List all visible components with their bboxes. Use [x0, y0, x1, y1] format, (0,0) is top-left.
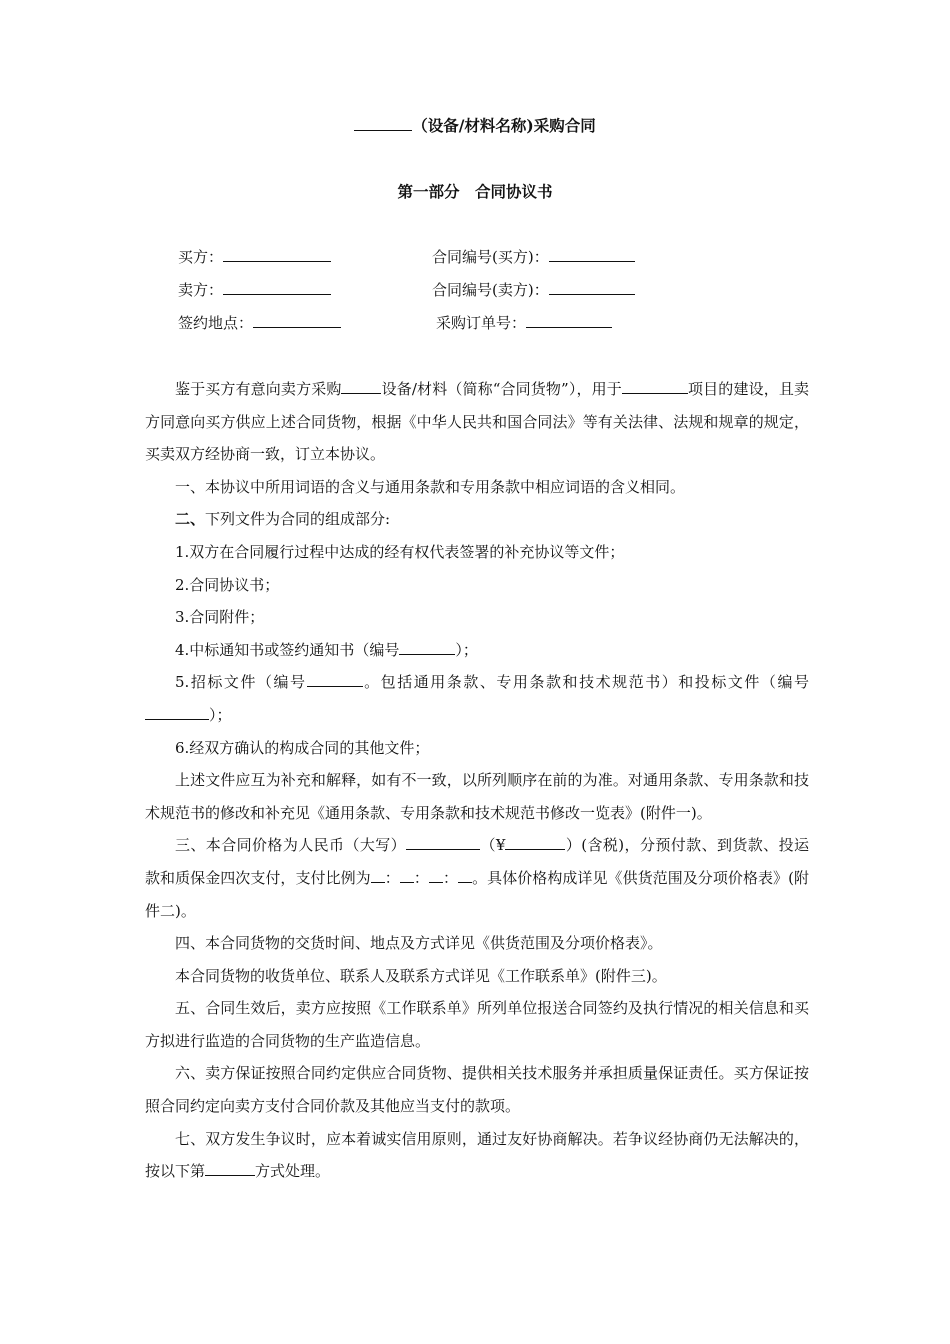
clause-1: 一、本协议中所用词语的含义与通用条款和专用条款中相应词语的含义相同。 [175, 477, 686, 496]
signing-place-blank [253, 313, 341, 328]
contract-no-seller-label: 合同编号(卖方)： [432, 281, 549, 299]
contract-no-seller-field [432, 279, 635, 300]
seller-blank [223, 280, 331, 295]
clause-5: 五、合同生效后，卖方应按照《工作联系单》所列单位报送合同签约及执行情况的相关信息和买方拟进行监造的合同货物的生产监造信息。 [145, 999, 809, 1050]
agreement-body [145, 373, 809, 1188]
blank-ratio-3 [429, 868, 443, 883]
section-title: 第一部分 合同协议书 [397, 182, 553, 201]
clause-6: 六、卖方保证按照合同约定供应合同货物、提供相关技术服务并承担质量保证责任。买方保证按照合同约定向卖方支付合同价款及其他应当支付的款项。 [145, 1064, 809, 1116]
clause-4-contacts: 本合同货物的收货单位、联系人及联系方式详见《工作联系单》(附件三)。 [175, 966, 667, 985]
buyer-label: 买方： [178, 248, 224, 266]
blank-notice-no [399, 640, 455, 655]
blank-price-figures [505, 835, 565, 850]
blank-ratio-1 [371, 868, 385, 883]
blank-price-words [406, 835, 480, 850]
preamble-paragraph: 鉴于买方有意向卖方采购 设备/材料（简称“合同货物”），用于 项目的建设，且卖方同意向买方供应上述合同货物，根据《中华人民共和国合同法》等有关法律、法规和规章的规定，买卖双方经协商一致，订立本协议。 [145, 380, 809, 464]
document-title: （设备/材料名称)采购合同 [0, 114, 950, 136]
clause-3: 三、本合同价格为人民币（大写） （¥ ）(含税)，分预付款、到货款、投运款和质保金四次支付，支付比例为 ： ： ： 。具体价格构成详见《供货范围及分项价格表》(附件二)。 [145, 836, 809, 920]
buyer-field [178, 246, 331, 267]
po-number-field [436, 312, 612, 333]
contract-no-buyer-field [432, 246, 635, 267]
contract-no-seller-blank [549, 280, 635, 295]
blank-equipment-name [354, 116, 412, 131]
contract-no-buyer-blank [549, 247, 635, 262]
list-item-2: 2.合同协议书； [175, 575, 280, 594]
blank-bid-no [145, 705, 209, 720]
signing-place-label: 签约地点： [178, 314, 254, 332]
po-number-blank [526, 313, 612, 328]
list-item-4: 4.中标通知书或签约通知书（编号 ）； [175, 640, 478, 659]
blank-ratio-4 [458, 868, 472, 883]
seller-field [178, 279, 331, 300]
blank-project [622, 379, 688, 394]
clause-4: 四、本合同货物的交货时间、地点及方式详见《供货范围及分项价格表》。 [175, 934, 663, 953]
signing-place-field [178, 312, 341, 333]
precedence-paragraph: 上述文件应互为补充和解释，如有不一致，以所列顺序在前的为准。对通用条款、专用条款和技术规范书的修改和补充见《通用条款、专用条款和技术规范书修改一览表》(附件一)。 [145, 771, 809, 822]
po-number-label: 采购订单号： [436, 314, 527, 332]
list-item-5: 5.招标文件（编号 。包括通用条款、专用条款和技术规范书）和投标文件（编号）； [145, 666, 809, 731]
seller-label: 卖方： [178, 281, 224, 299]
clause-2: 二、下列文件为合同的组成部分: [175, 510, 391, 529]
blank-dispute-method [205, 1161, 255, 1176]
buyer-blank [223, 247, 331, 262]
blank-tender-no [307, 672, 363, 687]
list-item-6: 6.经双方确认的构成合同的其他文件； [175, 738, 430, 757]
blank-goods [341, 379, 381, 394]
list-item-3: 3.合同附件； [175, 608, 265, 627]
contract-no-buyer-label: 合同编号(买方)： [432, 248, 549, 266]
list-item-1: 1.双方在合同履行过程中达成的经有权代表签署的补充协议等文件； [175, 542, 625, 561]
blank-ratio-2 [400, 868, 414, 883]
clause-7: 七、双方发生争议时，应本着诚实信用原则，通过友好协商解决。若争议经协商仍无法解决的，按以下第 方式处理。 [145, 1129, 809, 1181]
